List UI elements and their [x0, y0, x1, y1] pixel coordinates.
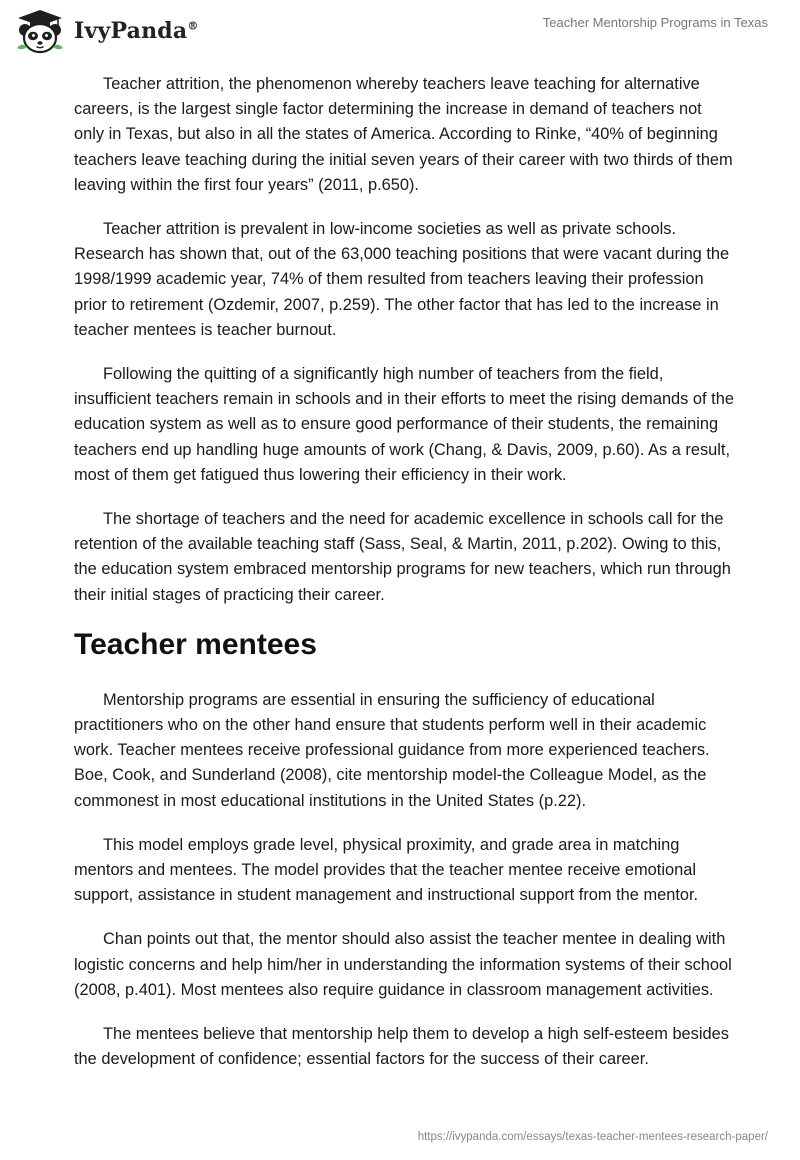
essay-content — [74, 72, 734, 1092]
paragraph: Chan points out that, the mentor should also assist the teacher mentee in dealing with logistic concerns and help him/her in understanding the information systems of their school (2008, p.401). Most mentees also require guidance in classroom management activities. — [74, 930, 732, 999]
paragraph: Teacher attrition is prevalent in low-income societies as well as private schools. Research has shown that, out of the 63,000 teaching positions that were vacant during the 1998/1999 academic year, 74% of them resulted from teachers leaving their profession prior to retirement (Ozdemir, 2007, p.259). The other factor that has led to the increase in teacher mentees is teacher burnout. — [74, 220, 730, 339]
page-header — [0, 0, 800, 60]
panda-graduation-icon — [14, 8, 66, 54]
paragraph: Teacher attrition, the phenomenon whereby teachers leave teaching for alternative careers, is the largest single factor determining the increase in demand of teachers not only in Texas, but also in all the states of America. According to Rinke, “40% of beginning teachers leave teaching during the initial seven years of their career with two thirds of them leaving within the first four years” (2011, p.650). — [74, 75, 733, 194]
paragraph: Mentorship programs are essential in ensuring the sufficiency of educational practitioners who on the other hand ensure that students perform well in their academic work. Teacher mentees receive professional guidance from more experienced teachers. Boe, Cook, and Sunderland (2008), cite mentorship model-the Colleague Model, as the commonest in most educational institutions in the United States (p.22). — [74, 690, 710, 810]
paragraph: Following the quitting of a significantly high number of teachers from the field, insufficient teachers remain in schools and in their efforts to meet the rising demands of the education system as well as to ensure good performance of their students, the remaining teachers end up handling huge amounts of work (Chang, & Davis, 2009, p.60). As a result, most of them get fatigued thus lowering their efficiency in their work. — [74, 365, 734, 484]
source-url-link[interactable]: https://ivypanda.com/essays/texas-teacher-mentees-research-paper/ — [417, 1131, 768, 1143]
paragraph: The mentees believe that mentorship help them to develop a high self-esteem besides the development of confidence; essential factors for the success of their career. — [74, 1025, 729, 1069]
document-title: Teacher Mentorship Programs in Texas — [542, 15, 768, 30]
registered-mark: ® — [187, 19, 199, 33]
paragraph: This model employs grade level, physical proximity, and grade area in matching mentors and mentees. The model provides that the teacher mentee receive emotional support, assistance in student management and instructional support from the mentor. — [74, 835, 699, 905]
ivypanda-logo[interactable] — [14, 8, 199, 54]
logo-wordmark: IvyPanda® — [74, 18, 199, 44]
section-heading: Teacher mentees — [74, 627, 317, 661]
paragraph: The shortage of teachers and the need for academic excellence in schools call for the retention of the available teaching staff (Sass, Seal, & Martin, 2011, p.202). Owing to this, the education system embraced mentorship programs for new teachers, which run through their initial stages of practicing their career. — [74, 510, 731, 604]
